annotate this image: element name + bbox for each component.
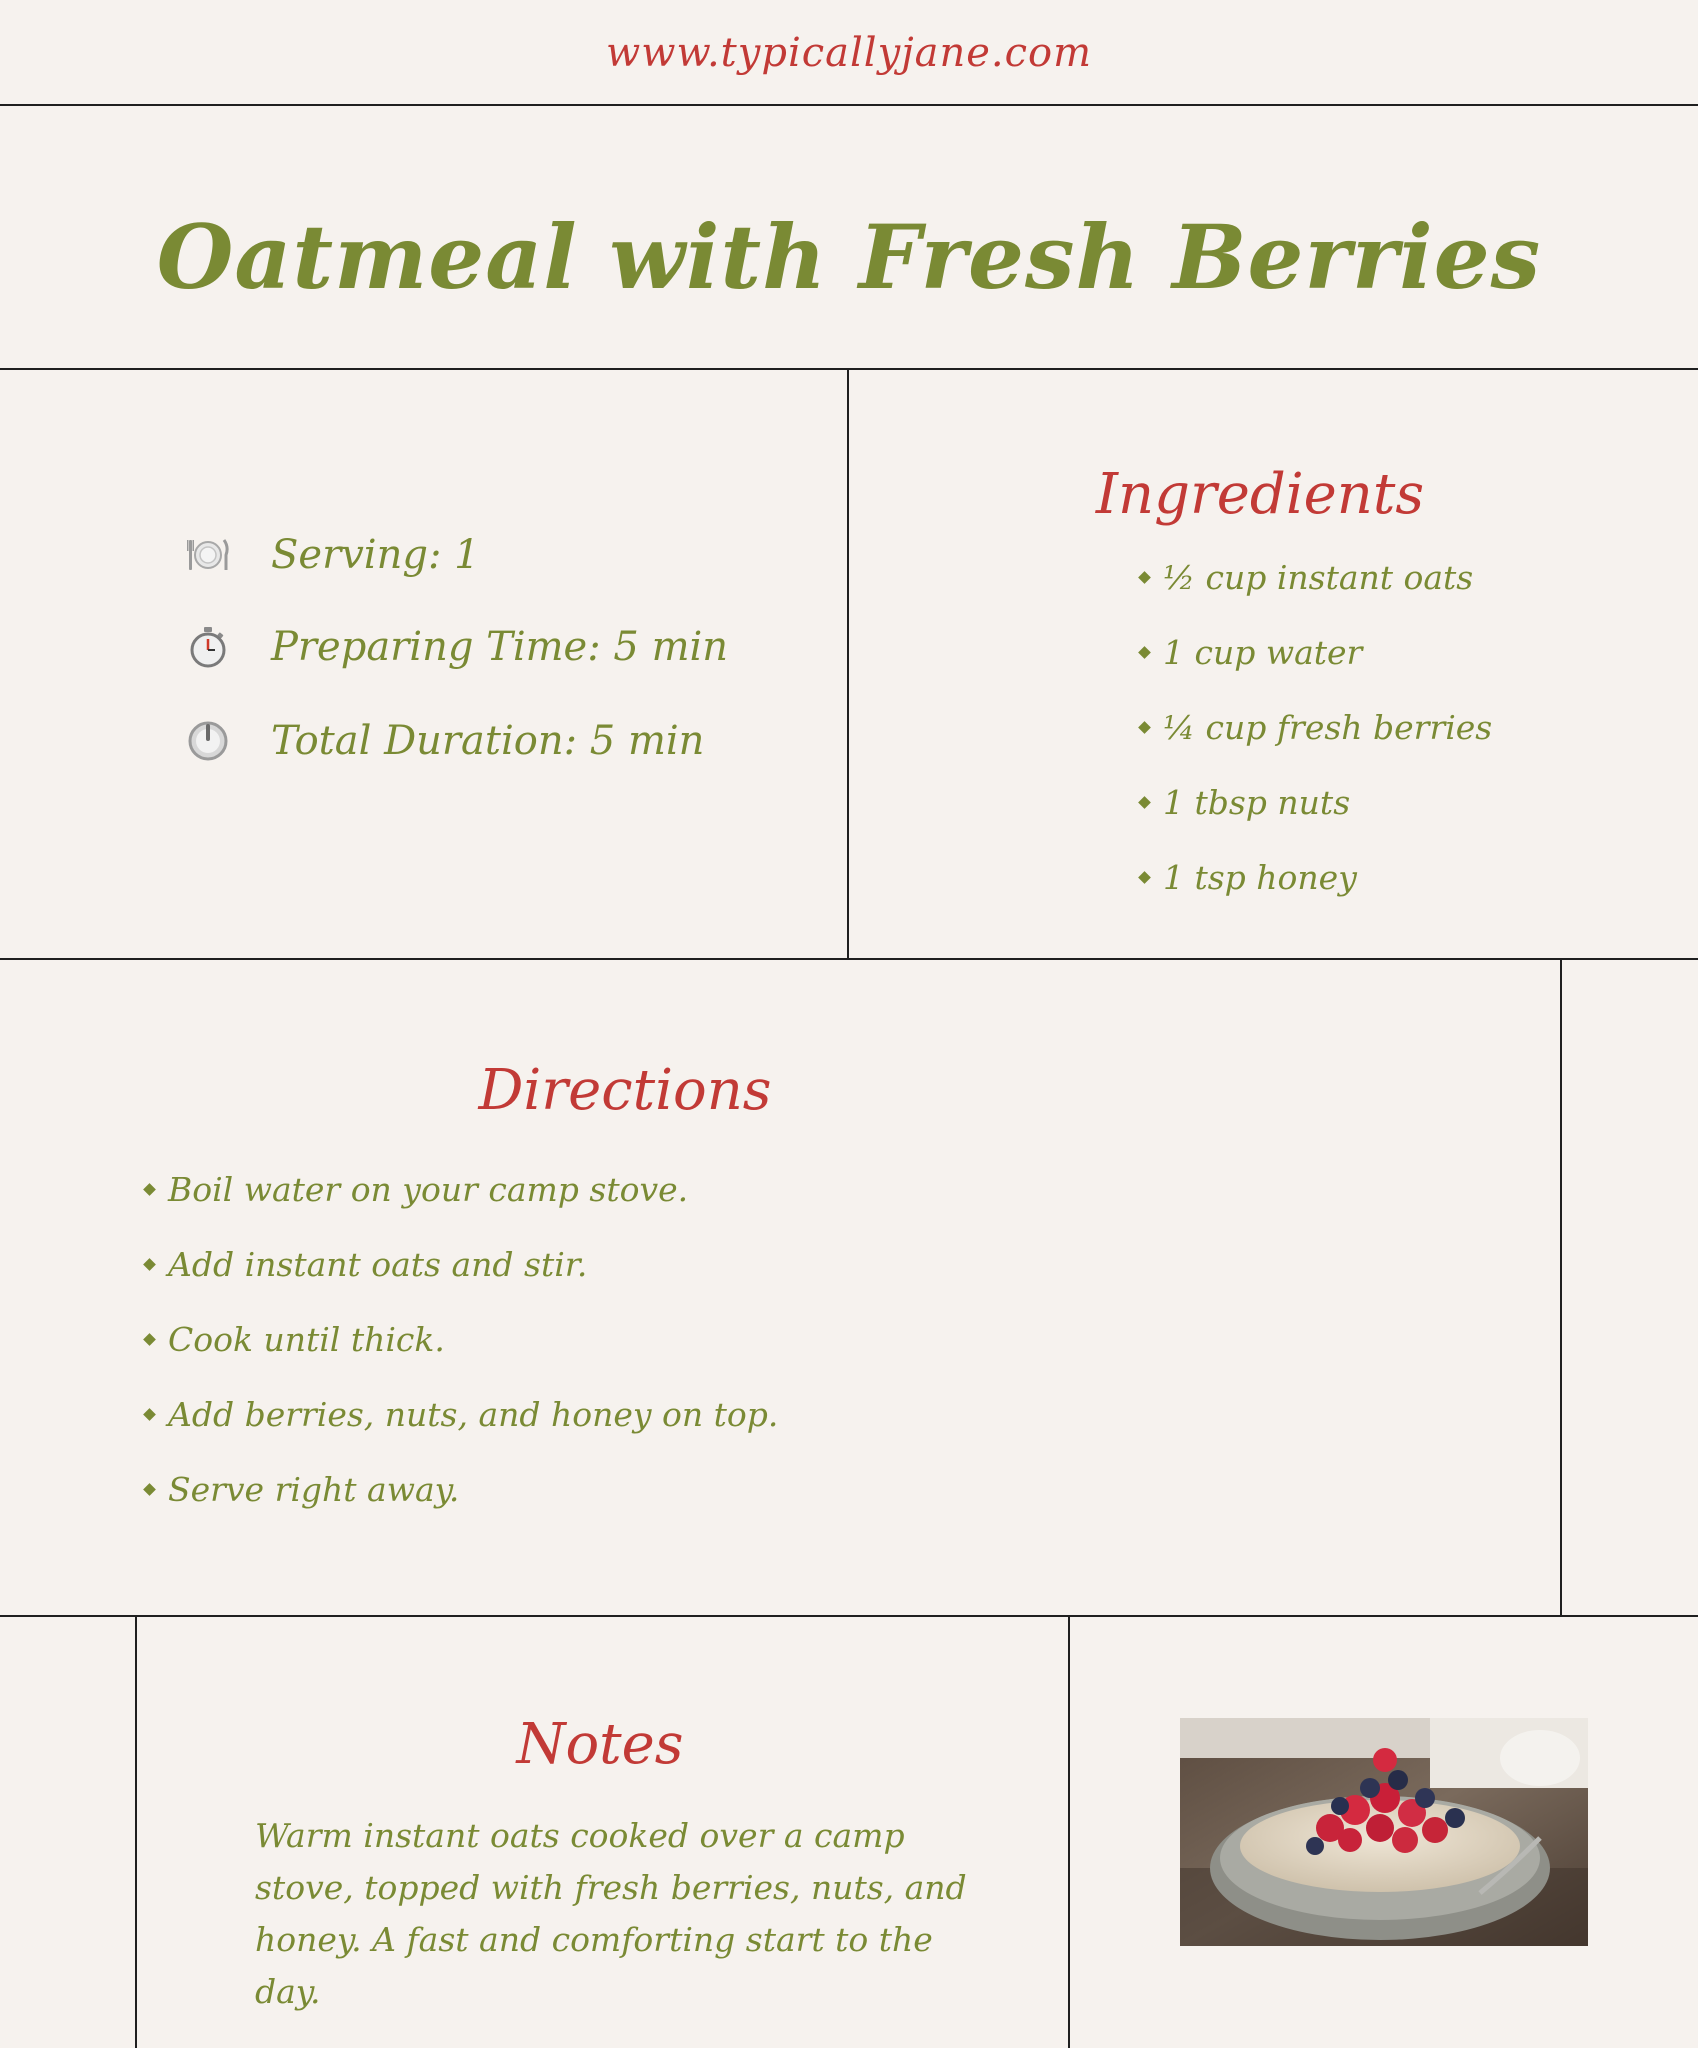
ingredients-divider [0, 958, 1698, 960]
notes-heading: Notes [516, 1712, 684, 1777]
info-ingredients-divider [847, 369, 849, 959]
meta-total-duration-label: Total Duration: 5 min [271, 718, 705, 764]
direction-step: Serve right away. [145, 1452, 778, 1527]
ingredient-item: 1 tbsp nuts [1140, 765, 1492, 840]
oatmeal-photo [1180, 1718, 1588, 1946]
notes-text: Warm instant oats cooked over a camp stove, topped with fresh berries, nuts, and honey. A fast and comforting start to the day. [255, 1816, 967, 2011]
page-title: Oatmeal with Fresh Berries [156, 205, 1542, 309]
directions-list [145, 1152, 778, 1527]
meta-serving [185, 532, 480, 578]
ingredient-item: 1 cup water [1140, 615, 1492, 690]
ingredients-list [1140, 540, 1492, 915]
bullet-icon [1138, 871, 1151, 884]
bullet-icon [1138, 646, 1151, 659]
bullet-icon [143, 1333, 156, 1346]
timer-icon [185, 718, 231, 764]
header-divider [0, 104, 1698, 106]
direction-step: Boil water on your camp stove. [145, 1152, 778, 1227]
ingredient-item: ¼ cup fresh berries [1140, 690, 1492, 765]
direction-step: Cook until thick. [145, 1302, 778, 1377]
ingredient-item: 1 tsp honey [1140, 840, 1492, 915]
bullet-icon [143, 1258, 156, 1271]
bullet-icon [1138, 796, 1151, 809]
plate-utensils-icon [185, 532, 231, 578]
directions-right-divider [1560, 959, 1562, 1615]
meta-preparing-time-label: Preparing Time: 5 min [271, 624, 729, 670]
notes-right-divider [1068, 1616, 1070, 2048]
bullet-icon [143, 1183, 156, 1196]
direction-step: Add berries, nuts, and honey on top. [145, 1377, 778, 1452]
directions-heading: Directions [478, 1058, 772, 1123]
bullet-icon [143, 1483, 156, 1496]
directions-divider [0, 1615, 1698, 1617]
bullet-icon [1138, 721, 1151, 734]
ingredients-heading: Ingredients [1095, 462, 1425, 527]
site-url[interactable]: www.typicallyjane.com [606, 30, 1092, 76]
direction-step: Add instant oats and stir. [145, 1227, 778, 1302]
bullet-icon [143, 1408, 156, 1421]
meta-serving-label: Serving: 1 [271, 532, 480, 578]
bullet-icon [1138, 571, 1151, 584]
ingredient-item: ½ cup instant oats [1140, 540, 1492, 615]
notes-left-divider [135, 1616, 137, 2048]
title-divider [0, 368, 1698, 370]
meta-total-duration [185, 718, 704, 764]
stopwatch-icon [185, 624, 231, 670]
meta-preparing-time [185, 624, 728, 670]
